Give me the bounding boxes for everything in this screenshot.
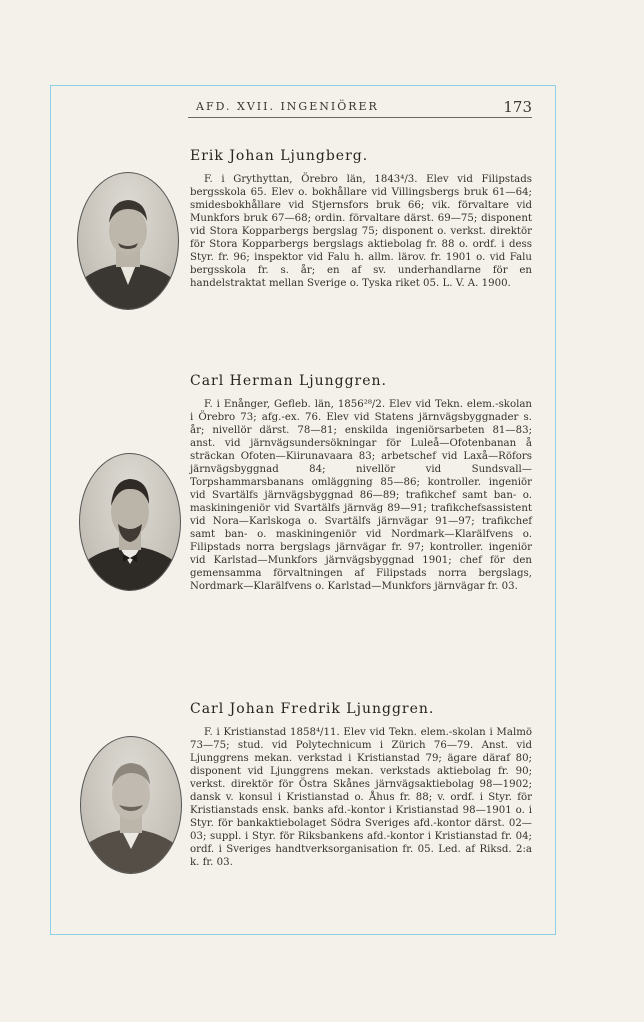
entry-name: Carl Herman Ljunggren. — [190, 373, 387, 389]
portrait-photo — [80, 736, 182, 874]
page-number: 173 — [503, 98, 532, 116]
header-rule — [188, 117, 532, 118]
entry-text: F. i Enånger, Gefleb. län, 1856²⁸/2. Elev vid Tekn. elem.-skolan i Örebro 73; afg.-ex. 76. Elev vid Statens järnvägsbyggnader s. år; nivellör därst. 78—81; enskilda ingeniörsarbeten 81—83; anst. vid järnvägsundersökningar för Luleå—Ofotenbanan å sträckan Ofoten—Kiirunavaara 83; arbetschef vid Laxå—Röfors järnvägsbyggnad 84; nivellör vid Sundsvall—Torpshammarsbanans omläggning 85—86; kontroller. ingeniör vid Svartälfs järnvägsbyggnad 86—89; trafikchef samt ban- o. maskiningeniör vid Svartälfs järnväg 89—91; trafikchefsassistent vid Nora—Karlskoga o. Svartälfs järnvägar 91—97; trafikchef samt ban- o. maskiningeniör vid Nordmark—Klarälfvens o. Filipstads norra bergslags järnvägar fr. 97; kontroller. ingeniör vid Karlstad—Munkfors järnvägsbyggnad 1901; chef för den gemensamma förvaltningen af Filipstads norra bergslags, Nordmark—Klarälfvens o. Karlstad—Munkfors järnvägar fr. 03. — [190, 399, 532, 592]
biography-entry — [190, 148, 532, 290]
portrait-photo — [79, 453, 181, 591]
biography-entry — [190, 701, 532, 869]
entry-name: Erik Johan Ljungberg. — [190, 148, 369, 164]
biography-entry — [190, 373, 532, 593]
entry-text: F. i Kristianstad 1858⁴/11. Elev vid Tekn. elem.-skolan i Malmö 73—75; stud. vid Polytechnicum i Zürich 76—79. Anst. vid Ljunggrens mekan. verkstad i Kristianstad 79; ägare däraf 80; disponent vid Ljunggrens mekan. verkstads aktiebolag fr. 90; verkst. direktör för Östra Skånes järnvägsaktiebolag 98—1902; dansk v. konsul i Kristianstad o. Åhus fr. 88; v. ordf. i Styr. för Kristianstads ensk. banks afd.-kontor i Kristianstad 98—1901 o. i Styr. för bankaktiebolaget Södra Sveriges afd.-kontor därst. 02—03; suppl. i Styr. för Riksbankens afd.-kontor i Kristianstad fr. 04; ordf. i Sveriges handtverksorganisation fr. 05. Led. af Riksd. 2:a k. fr. 03. — [190, 727, 532, 868]
entry-name: Carl Johan Fredrik Ljunggren. — [190, 701, 435, 717]
entry-text: F. i Grythyttan, Örebro län, 1843⁴/3. Elev vid Filipstads bergsskola 65. Elev o. bokhållare vid Villingsbergs bruk 61—64; smidesbokhållare vid Stjernsfors bruk 66; vik. förvaltare vid Munkfors bruk 67—68; ordin. förvaltare därst. 69—75; disponent vid Stora Kopparbergs bergslag 75; disponent o. verkst. direktör för Stora Kopparbergs bergslags aktiebolag fr. 88 o. ordf. i dess Styr. fr. 96; inspektor vid Falu h. allm. lärov. fr. 1901 o. vid Falu bergsskola fr. s. år; en af sv. underhandlarne för en handelstraktat mellan Sverige o. Tyska riket 05. L. V. A. 1900. — [190, 174, 532, 289]
running-title: AFD. XVII. INGENIÖRER — [196, 100, 379, 113]
portrait-photo — [77, 172, 179, 310]
